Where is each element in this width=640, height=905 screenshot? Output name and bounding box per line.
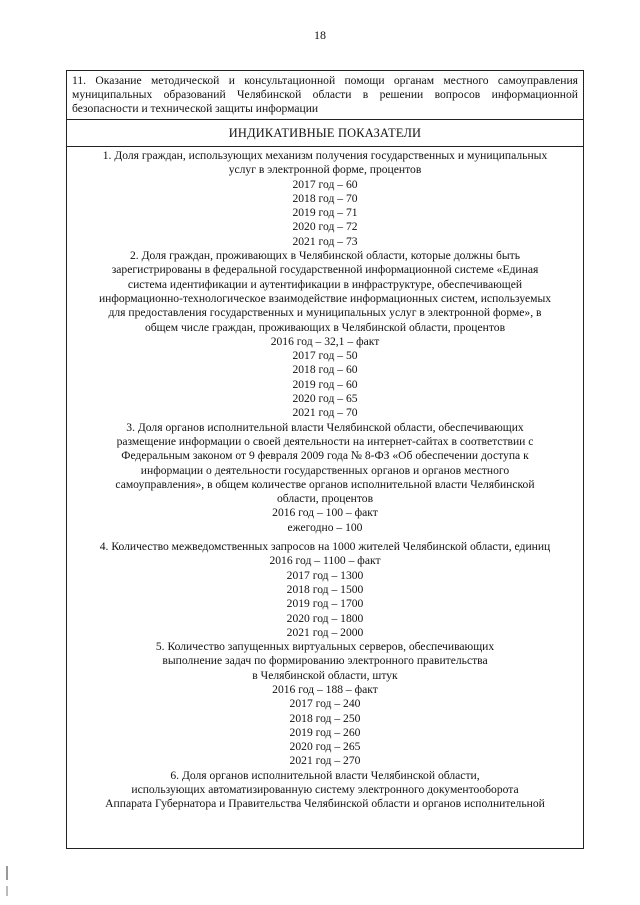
document-table <box>66 70 584 849</box>
indicator-title-line: выполнение задач по формированию электронного правительства <box>162 654 488 668</box>
indicator-title-line: 1. Доля граждан, использующих механизм получения государственных и муниципальных <box>102 149 548 162</box>
indicator-title-line: для предоставления государственных и муниципальных услуг в электронной форме», в <box>108 306 542 320</box>
indicator-value: 2018 год – 60 <box>292 363 358 377</box>
indicator-value: 2016 год – 32,1 – факт <box>270 334 380 348</box>
measure-item-11: 11. Оказание методической и консультационной помощи органам местного самоуправления муниципальных образований Челябинской области в решении вопросов информационной безопасности и технической защиты информации <box>67 71 583 120</box>
indicator-6 <box>71 769 579 812</box>
indicator-title-line: размещение информации о своей деятельности на интернет-сайтах в соответствии с <box>116 434 534 448</box>
indicator-4 <box>71 540 579 640</box>
indicator-3 <box>71 421 579 540</box>
indicator-value: 2019 год – 60 <box>292 377 358 391</box>
indicator-value: 2016 год – 1100 – факт <box>269 554 381 568</box>
margin-mark <box>6 866 8 880</box>
indicator-title-line: использующих автоматизированную систему электронного документооборота <box>131 783 519 797</box>
indicator-title-line: система идентификации и аутентификации в инфраструктуре, обеспечивающей <box>127 277 523 291</box>
indicator-value: 2021 год – 73 <box>292 234 358 248</box>
indicator-title-line: услуг в электронной форме, процентов <box>228 163 422 177</box>
indicator-title-line: 6. Доля органов исполнительной власти Челябинской области, <box>170 768 480 782</box>
indicator-value: 2020 год – 72 <box>292 220 358 234</box>
indicator-title-line: общем числе граждан, проживающих в Челябинской области, процентов <box>144 320 506 334</box>
indicator-title-line: 2. Доля граждан, проживающих в Челябинской области, которые должны быть <box>129 249 521 263</box>
indicator-title-line: области, процентов <box>276 492 374 506</box>
indicator-value: 2017 год – 1300 <box>286 568 364 582</box>
indicator-value: 2019 год – 1700 <box>286 597 364 611</box>
indicator-1 <box>71 149 579 249</box>
indicator-value: 2018 год – 70 <box>292 191 358 205</box>
indicator-title-line: зарегистрированы в федеральной государственной информационной системе «Единая <box>111 263 539 277</box>
indicator-value: 2016 год – 188 – факт <box>272 682 378 696</box>
indicator-value: 2020 год – 1800 <box>286 611 364 625</box>
indicator-title-line: Федеральным законом от 9 февраля 2009 года № 8-ФЗ «Об обеспечении доступа к <box>121 449 529 463</box>
indicator-value: 2017 год – 60 <box>292 177 358 191</box>
indicator-title-line: самоуправления», в общем количестве органов исполнительной власти Челябинской <box>115 477 535 491</box>
indicator-value: 2017 год – 240 <box>289 697 361 711</box>
indicator-title-line: 5. Количество запущенных виртуальных серверов, обеспечивающих <box>155 640 495 654</box>
indicator-title-line: Аппарата Губернатора и Правительства Челябинской области и органов исполнительной <box>105 797 545 811</box>
indicator-value: 2018 год – 1500 <box>286 582 364 596</box>
indicator-2 <box>71 249 579 421</box>
indicators-list <box>67 147 583 812</box>
indicator-value: 2021 год – 270 <box>289 754 361 768</box>
indicator-value: 2021 год – 2000 <box>286 625 364 639</box>
indicator-value: ежегодно – 100 <box>287 520 363 534</box>
indicator-value: 2018 год – 250 <box>289 711 361 725</box>
indicator-title-line: информационно-технологическое взаимодействие информационных систем, используемых <box>98 291 552 305</box>
indicator-title-line: 4. Количество межведомственных запросов на 1000 жителей Челябинской области, единиц <box>99 540 551 554</box>
indicator-value: 2016 год – 100 – факт <box>272 506 378 520</box>
indicator-title-line: в Челябинской области, штук <box>252 668 398 682</box>
indicator-value: 2021 год – 70 <box>292 406 358 420</box>
indicator-value: 2019 год – 71 <box>292 206 358 220</box>
margin-mark <box>6 886 8 896</box>
section-header: ИНДИКАТИВНЫЕ ПОКАЗАТЕЛИ <box>67 120 583 147</box>
indicator-value: 2020 год – 65 <box>292 392 358 406</box>
indicator-title-line: информации о деятельности государственных органов и органов местного <box>140 463 510 477</box>
indicator-value: 2017 год – 50 <box>292 349 358 363</box>
page-number: 18 <box>314 28 326 42</box>
indicator-title-line: 3. Доля органов исполнительной власти Челябинской области, обеспечивающих <box>126 420 524 434</box>
indicator-5 <box>71 640 579 769</box>
indicator-value: 2019 год – 260 <box>289 725 361 739</box>
indicator-value: 2020 год – 265 <box>289 740 361 754</box>
